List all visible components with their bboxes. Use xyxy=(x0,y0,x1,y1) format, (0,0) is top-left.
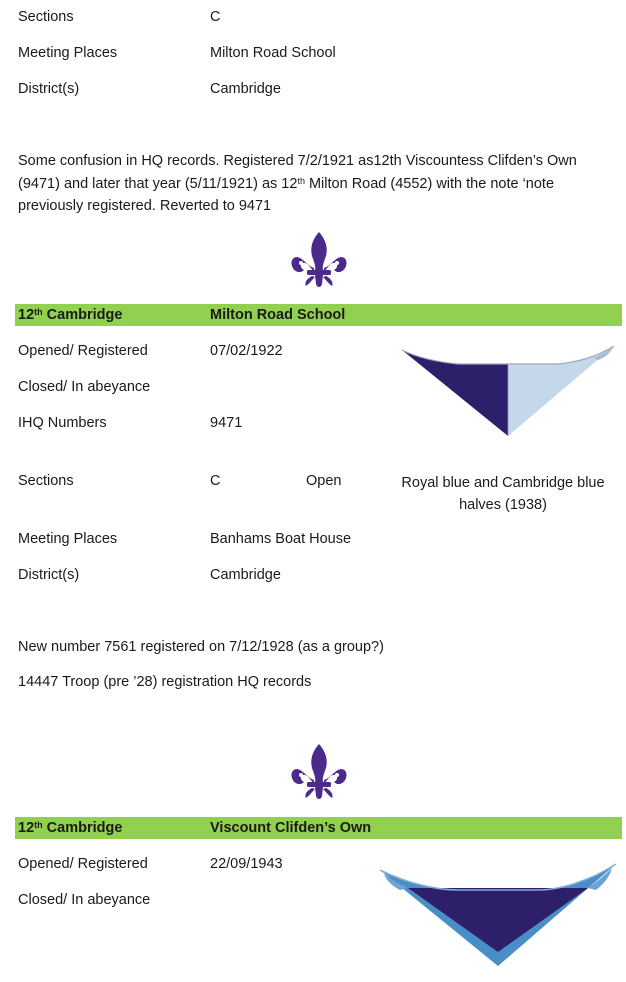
neckerchief-icon xyxy=(378,860,618,970)
troop-note: 14447 Troop (pre ’28) registration HQ records xyxy=(18,674,312,690)
fleur-de-lis-icon xyxy=(290,230,348,290)
group-header-bar xyxy=(15,304,622,326)
neckerchief-icon xyxy=(398,344,618,440)
group-header-bar xyxy=(15,817,622,839)
district-value: Cambridge xyxy=(210,567,281,583)
sections-value: C xyxy=(210,473,221,489)
closed-label: Closed/ In abeyance xyxy=(18,892,151,908)
ihq-label: IHQ Numbers xyxy=(18,415,107,431)
opened-value: 22/09/1943 xyxy=(210,856,283,872)
fleur-de-lis-icon xyxy=(290,742,348,802)
meeting-places-label: Meeting Places xyxy=(18,45,118,61)
ihq-value: 9471 xyxy=(210,415,243,431)
district-value: Cambridge xyxy=(210,81,281,97)
district-label: District(s) xyxy=(18,567,80,583)
district-label: District(s) xyxy=(18,81,80,97)
registration-note: New number 7561 registered on 7/12/1928 (as a group?) xyxy=(18,639,384,655)
sections-label: Sections xyxy=(18,473,74,489)
sections-value: C xyxy=(210,9,221,25)
closed-label: Closed/ In abeyance xyxy=(18,379,151,395)
group-name: Milton Road School xyxy=(210,307,346,323)
opened-label: Opened/ Registered xyxy=(18,343,148,359)
records-note: Some confusion in HQ records. Registered 7/2/1921 as12th Viscountess Clifden’s Own (9471) and later that year (5/11/1921) as 12th Milton Road (4552) with the note ‘note previously registered. Reverted to 9471 xyxy=(18,153,577,214)
sections-label: Sections xyxy=(18,9,74,25)
sections-status: Open xyxy=(306,473,342,489)
opened-value: 07/02/1922 xyxy=(210,343,283,359)
neckerchief-caption: Royal blue and Cambridge blue halves (1938) xyxy=(401,475,605,513)
group-title: 12th Cambridge xyxy=(18,307,123,323)
meeting-places-value: Banhams Boat House xyxy=(210,531,352,547)
meeting-places-value: Milton Road School xyxy=(210,45,336,61)
group-name: Viscount Clifden’s Own xyxy=(210,820,372,836)
meeting-places-label: Meeting Places xyxy=(18,531,118,547)
opened-label: Opened/ Registered xyxy=(18,856,148,872)
group-title: 12th Cambridge xyxy=(18,820,123,836)
